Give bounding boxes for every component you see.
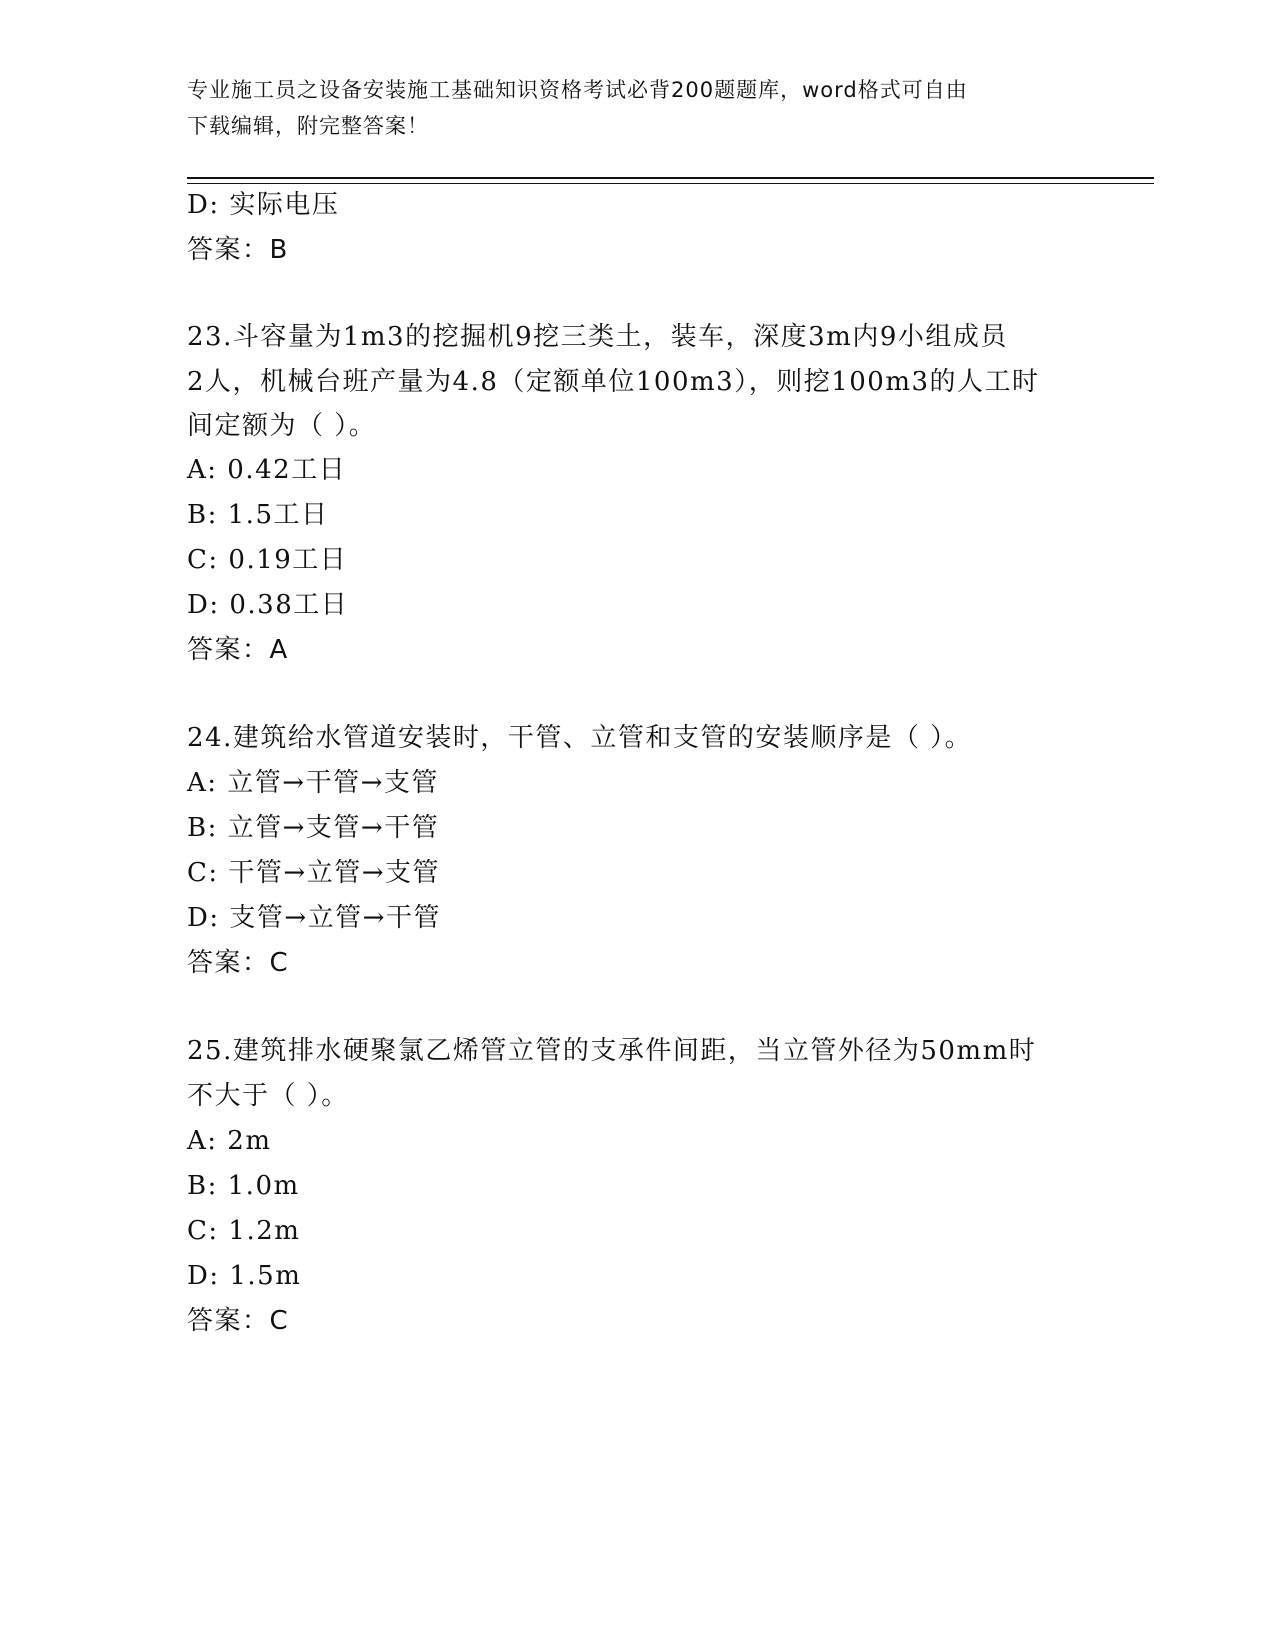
q23-option-c: C: 0.19工日 <box>187 545 348 575</box>
header-rule-thin <box>187 183 1154 184</box>
q25-answer: 答案：C <box>187 1306 290 1336</box>
q23-option-b: B: 1.5工日 <box>187 500 329 530</box>
q23-stem-line-1: 23.斗容量为1m3的挖掘机9挖三类土，装车，深度3m内9小组成员 <box>187 322 1008 352</box>
header-line-2: 下载编辑，附完整答案！ <box>187 114 429 138</box>
q24-option-b: B: 立管→支管→干管 <box>187 813 440 843</box>
q24-stem-line-1: 24.建筑给水管道安装时，干管、立管和支管的安装顺序是（ ）。 <box>187 723 973 753</box>
q23-stem-line-3: 间定额为（ ）。 <box>187 411 377 441</box>
q23-option-d: D: 0.38工日 <box>187 590 349 620</box>
q25-option-a: A: 2m <box>187 1126 272 1156</box>
page-header <box>187 72 1087 144</box>
q24-answer: 答案：C <box>187 948 290 978</box>
q22-answer: 答案：B <box>187 235 289 265</box>
q23-option-a: A: 0.42工日 <box>187 455 347 485</box>
q23-stem-line-2: 2人，机械台班产量为4.8（定额单位100m3），则挖100m3的人工时 <box>187 367 1040 397</box>
header-rule-thick <box>187 177 1154 179</box>
q25-option-b: B: 1.0m <box>187 1171 300 1201</box>
q22-option-d: D: 实际电压 <box>187 190 340 220</box>
q25-stem-line-1: 25.建筑排水硬聚氯乙烯管立管的支承件间距，当立管外径为50mm时 <box>187 1036 1037 1066</box>
q25-option-d: D: 1.5m <box>187 1261 302 1291</box>
q24-option-a: A: 立管→干管→支管 <box>187 768 439 798</box>
header-line-1: 专业施工员之设备安装施工基础知识资格考试必背200题题库，word格式可自由 <box>187 78 968 102</box>
q24-option-c: C: 干管→立管→支管 <box>187 858 440 888</box>
q25-option-c: C: 1.2m <box>187 1216 301 1246</box>
q23-answer: 答案：A <box>187 635 289 665</box>
q24-option-d: D: 支管→立管→干管 <box>187 903 441 933</box>
q25-stem-line-2: 不大于（ ）。 <box>187 1081 349 1111</box>
